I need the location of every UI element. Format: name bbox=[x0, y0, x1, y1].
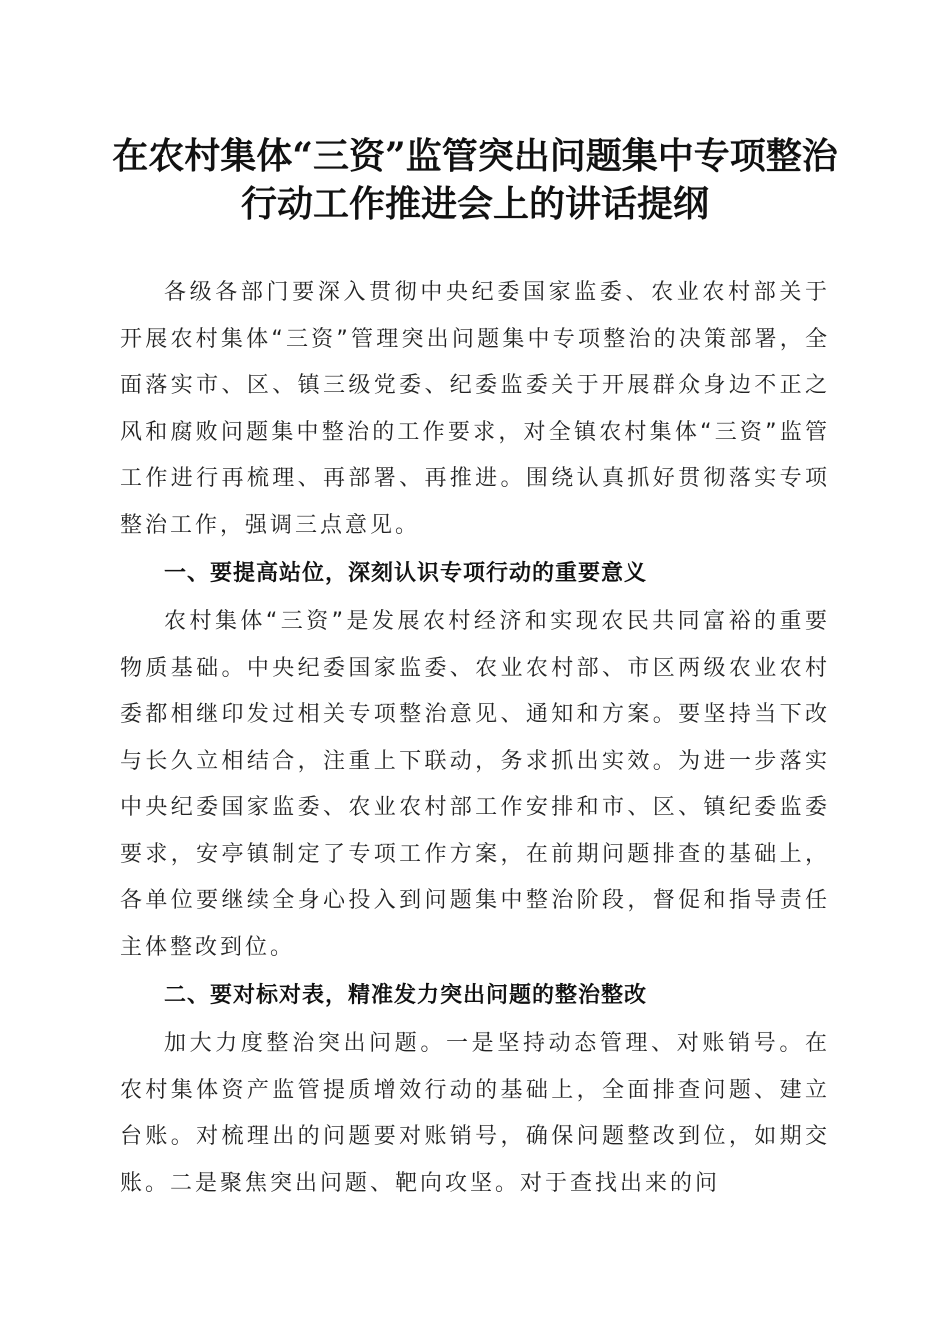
section-2-heading: 二、要对标对表，精准发力突出问题的整治整改 bbox=[164, 983, 648, 1008]
section-1-heading: 一、要提高站位，深刻认识专项行动的重要意义 bbox=[164, 561, 648, 586]
section-1-paragraph: 农村集体“三资”是发展农村经济和实现农民共同富裕的重要物质基础。中央纪委国家监委、农业农村部、市区两级农业农村委都相继印发过相关专项整治意见、通知和方案。要坚持当下改与长久立相结合，注重上下联动，务求抓出实效。为进一步落实中央纪委国家监委、农业农村部工作安排和市、区、镇纪委监委要求，安亭镇制定了专项工作方案，在前期问题排查的基础上，各单位要继续全身心投入到问题集中整治阶段，督促和指导责任主体整改到位。 bbox=[120, 609, 830, 960]
intro-paragraph: 各级各部门要深入贯彻中央纪委国家监委、农业农村部关于开展农村集体“三资”管理突出问题集中专项整治的决策部署，全面落实市、区、镇三级党委、纪委监委关于开展群众身边不正之风和腐败问题集中整治的工作要求，对全镇农村集体“三资”监管工作进行再梳理、再部署、再推进。围绕认真抓好贯彻落实专项整治工作，强调三点意见。 bbox=[120, 280, 830, 538]
section-2-paragraph: 加大力度整治突出问题。一是坚持动态管理、对账销号。在农村集体资产监管提质增效行动的基础上，全面排查问题、建立台账。对梳理出的问题要对账销号，确保问题整改到位，如期交账。二是聚焦突出问题、靶向攻坚。对于查找出来的问 bbox=[120, 1031, 830, 1196]
document-title: 在农村集体“三资”监管突出问题集中专项整治行动工作推进会上的讲话提纲 bbox=[112, 135, 838, 225]
document-body bbox=[120, 270, 830, 1207]
